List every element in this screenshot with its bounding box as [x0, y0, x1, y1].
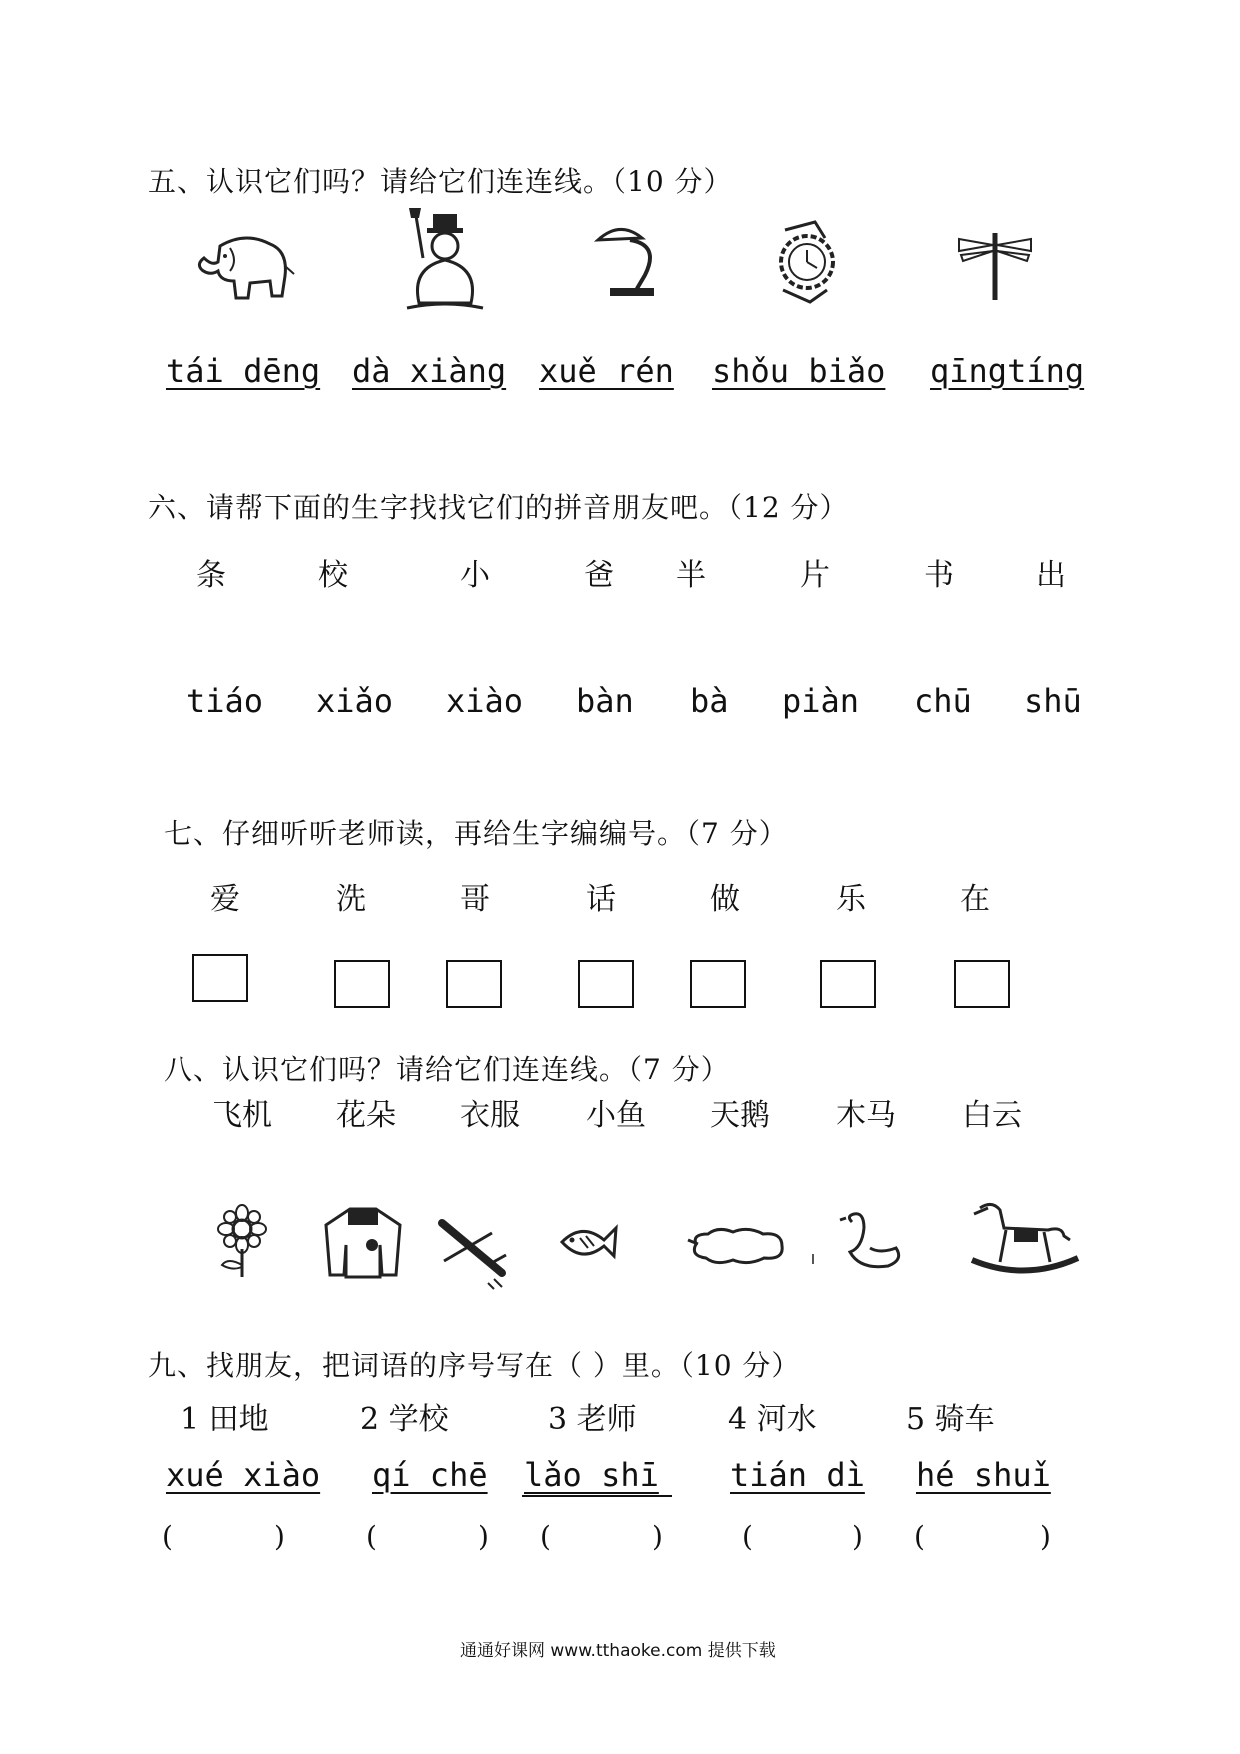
section-6-heading: 六、请帮下面的生字找找它们的拼音朋友吧。（12 分） [148, 491, 849, 524]
pinyin-syllable: xiǎo [316, 682, 394, 720]
hanzi-char: 爸 [584, 558, 614, 593]
numbered-word: 1 田地 [180, 1402, 269, 1437]
hanzi-char: 乐 [836, 882, 866, 917]
pinyin-word: tái dēng [166, 352, 321, 390]
paren-close: ) [852, 1520, 863, 1553]
hanzi-char: 在 [960, 882, 990, 917]
paren-close: ) [1040, 1520, 1051, 1553]
numbered-word: 5 骑车 [906, 1402, 995, 1437]
paren-open: ( [914, 1520, 925, 1553]
hanzi-char: 爱 [210, 882, 240, 917]
pinyin-word: hé shuǐ [916, 1456, 1051, 1494]
hanzi-char: 片 [800, 558, 830, 593]
section-8-heading: 八、认识它们吗？请给它们连连线。（7 分） [164, 1053, 730, 1086]
jacket-icon [322, 1205, 404, 1280]
hanzi-char: 条 [196, 558, 226, 593]
paren-close: ) [478, 1520, 489, 1553]
answer-box[interactable] [334, 960, 390, 1008]
paren-close: ) [274, 1520, 285, 1553]
numbered-word: 3 老师 [548, 1402, 637, 1437]
underline-extension [522, 1495, 672, 1497]
answer-box[interactable] [690, 960, 746, 1008]
watch-icon [765, 220, 850, 305]
hanzi-char: 做 [710, 882, 740, 917]
dragonfly-icon [955, 225, 1035, 305]
pinyin-syllable: shū [1024, 682, 1082, 720]
pinyin-syllable: piàn [782, 682, 860, 720]
hanzi-char: 哥 [460, 882, 490, 917]
swan-icon [840, 1208, 905, 1273]
pinyin-word: qīngtíng [930, 352, 1085, 390]
hanzi-char: 书 [924, 558, 954, 593]
hanzi-char: 洗 [336, 882, 366, 917]
pinyin-syllable: chū [914, 682, 972, 720]
pinyin-syllable: tiáo [186, 682, 264, 720]
hanzi-char: 话 [586, 882, 616, 917]
pinyin-syllable: bàn [576, 682, 634, 720]
vocab-word: 飞机 [212, 1098, 272, 1133]
answer-box[interactable] [954, 960, 1010, 1008]
stray-mark [812, 1254, 814, 1264]
snowman-icon [405, 208, 485, 313]
vocab-word: 木马 [836, 1098, 896, 1133]
answer-box[interactable] [578, 960, 634, 1008]
vocab-word: 白云 [962, 1098, 1022, 1133]
hanzi-char: 小 [460, 558, 490, 593]
pinyin-word: dà xiàng [352, 352, 507, 390]
cloud-icon [688, 1226, 788, 1266]
answer-box[interactable] [446, 960, 502, 1008]
desk-lamp-icon [590, 220, 670, 300]
pinyin-word: xuě rén [539, 352, 674, 390]
vocab-word: 小鱼 [586, 1098, 646, 1133]
section-5-heading: 五、认识它们吗？请给它们连连线。（10 分） [148, 165, 733, 198]
fish-icon [558, 1218, 620, 1268]
hanzi-char: 半 [676, 558, 706, 593]
footer-credit: 通通好课网 www.tthaoke.com 提供下载 [460, 1641, 776, 1661]
pinyin-word: xué xiào [166, 1456, 321, 1494]
vocab-word: 天鹅 [710, 1098, 770, 1133]
pinyin-word: shǒu biǎo [712, 352, 886, 390]
numbered-word: 2 学校 [360, 1402, 449, 1437]
flower-icon [208, 1205, 278, 1280]
pinyin-word: lǎo shī [524, 1456, 659, 1494]
elephant-icon [190, 226, 300, 306]
paren-close: ) [652, 1520, 663, 1553]
pinyin-syllable: bà [690, 682, 729, 720]
vocab-word: 衣服 [460, 1098, 520, 1133]
paren-open: ( [366, 1520, 377, 1553]
vocab-word: 花朵 [336, 1098, 396, 1133]
hanzi-char: 校 [318, 558, 348, 593]
answer-box[interactable] [820, 960, 876, 1008]
answer-box[interactable] [192, 954, 248, 1002]
paren-open: ( [742, 1520, 753, 1553]
section-9-heading: 九、找朋友，把词语的序号写在（ ）里。（10 分） [148, 1349, 801, 1382]
pinyin-word: qí chē [372, 1456, 488, 1494]
airplane-icon [432, 1213, 512, 1288]
paren-open: ( [162, 1520, 173, 1553]
hanzi-char: 出 [1036, 558, 1066, 593]
rocking-horse-icon [970, 1200, 1080, 1280]
section-7-heading: 七、仔细听听老师读，再给生字编编号。（7 分） [164, 817, 788, 850]
pinyin-word: tián dì [730, 1456, 865, 1494]
numbered-word: 4 河水 [728, 1402, 817, 1437]
pinyin-syllable: xiào [446, 682, 524, 720]
paren-open: ( [540, 1520, 551, 1553]
